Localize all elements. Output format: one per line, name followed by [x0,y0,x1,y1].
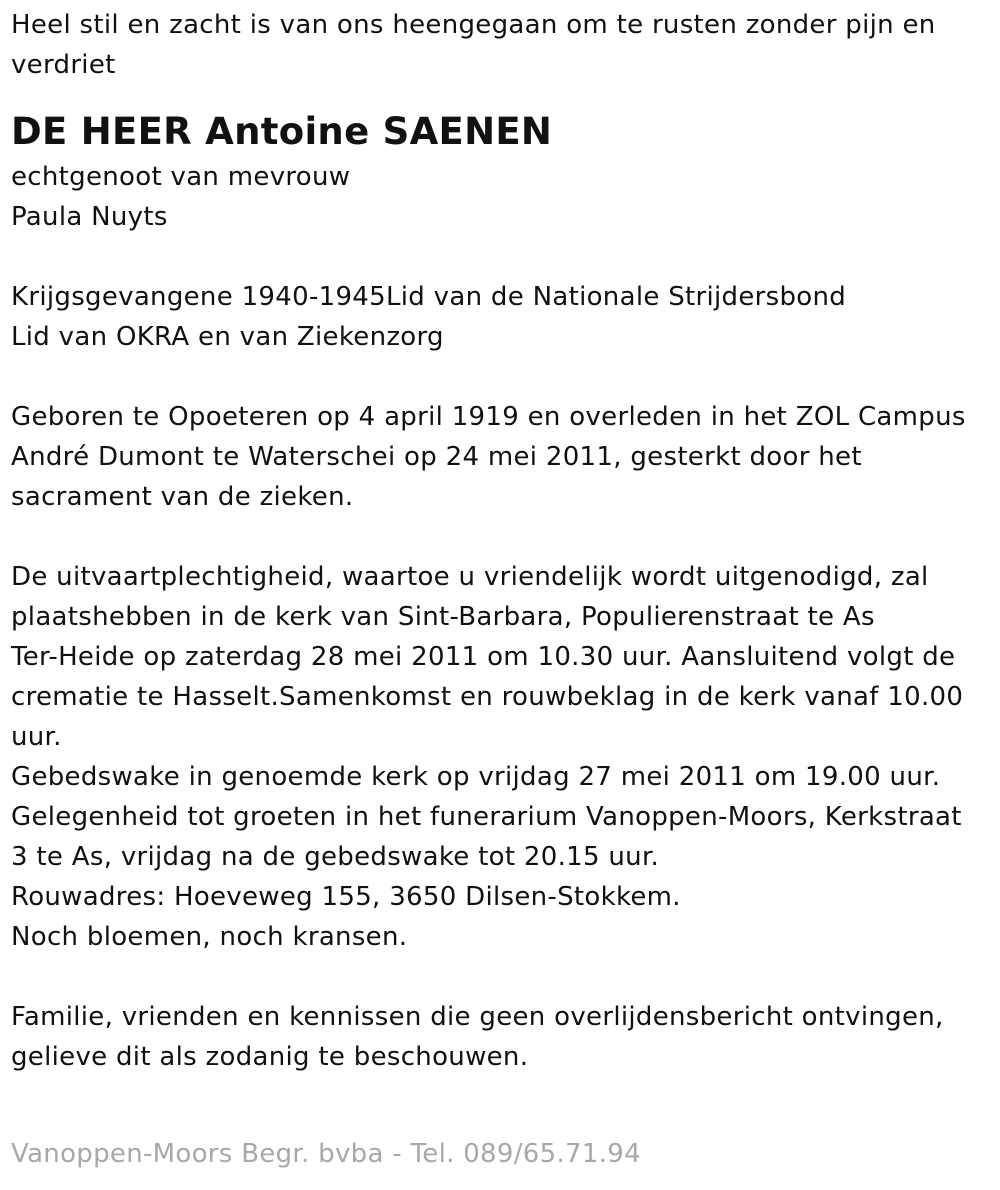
spacer [11,957,991,997]
spouse-line: echtgenoot van mevrouw [11,162,351,192]
intro-line: Heel stil en zacht is van ons heengegaan om te rusten zonder pijn en [11,10,936,40]
membership-line: Krijgsgevangene 1940-1945Lid van de Nationale Strijdersbond [11,282,847,312]
funeral-line: Ter-Heide op zaterdag 28 mei 2011 om 10.30 uur. Aansluitend volgt de [11,642,956,672]
funeral-line: plaatshebben in de kerk van Sint-Barbara, Populierenstraat te As [11,602,875,632]
birth-death-paragraph [11,397,991,517]
funeral-line: uur. [11,722,62,752]
obituary-notice [11,0,991,1169]
intro-paragraph [11,0,991,85]
memberships-paragraph [11,277,991,357]
viewing-line: 3 te As, vrijdag na de gebedswake tot 20.15 uur. [11,842,660,872]
birth-death-line: sacrament van de zieken. [11,482,354,512]
closing-paragraph [11,997,991,1077]
membership-line: Lid van OKRA en van Ziekenzorg [11,322,444,352]
intro-line: verdriet [11,50,116,80]
funeral-paragraph [11,557,991,957]
no-flowers-note: Noch bloemen, noch kransen. [11,922,408,952]
closing-line: gelieve dit als zodanig te beschouwen. [11,1042,529,1072]
wake-line: Gebedswake in genoemde kerk op vrijdag 27 mei 2011 om 19.00 uur. [11,762,941,792]
spacer [11,357,991,397]
spacer [11,237,991,277]
birth-death-line: Geboren te Opoeteren op 4 april 1919 en overleden in het ZOL Campus [11,402,966,432]
viewing-line: Gelegenheid tot groeten in het funerarium Vanoppen-Moors, Kerkstraat [11,802,962,832]
funeral-line: De uitvaartplechtigheid, waartoe u vriendelijk wordt uitgenodigd, zal [11,562,929,592]
closing-line: Familie, vrienden en kennissen die geen overlijdensbericht ontvingen, [11,1002,944,1032]
funeral-line: crematie te Hasselt.Samenkomst en rouwbeklag in de kerk vanaf 10.00 [11,682,964,712]
mourning-address: Rouwadres: Hoeveweg 155, 3650 Dilsen-Stokkem. [11,882,681,912]
spouse-line: Paula Nuyts [11,202,168,232]
birth-death-line: André Dumont te Waterschei op 24 mei 2011, gesterkt door het [11,442,862,472]
deceased-name: DE HEER Antoine SAENEN [11,110,553,153]
spacer [11,517,991,557]
spouse-paragraph [11,157,991,237]
funeral-home-footer: Vanoppen-Moors Begr. bvba - Tel. 089/65.71.94 [11,1139,641,1169]
